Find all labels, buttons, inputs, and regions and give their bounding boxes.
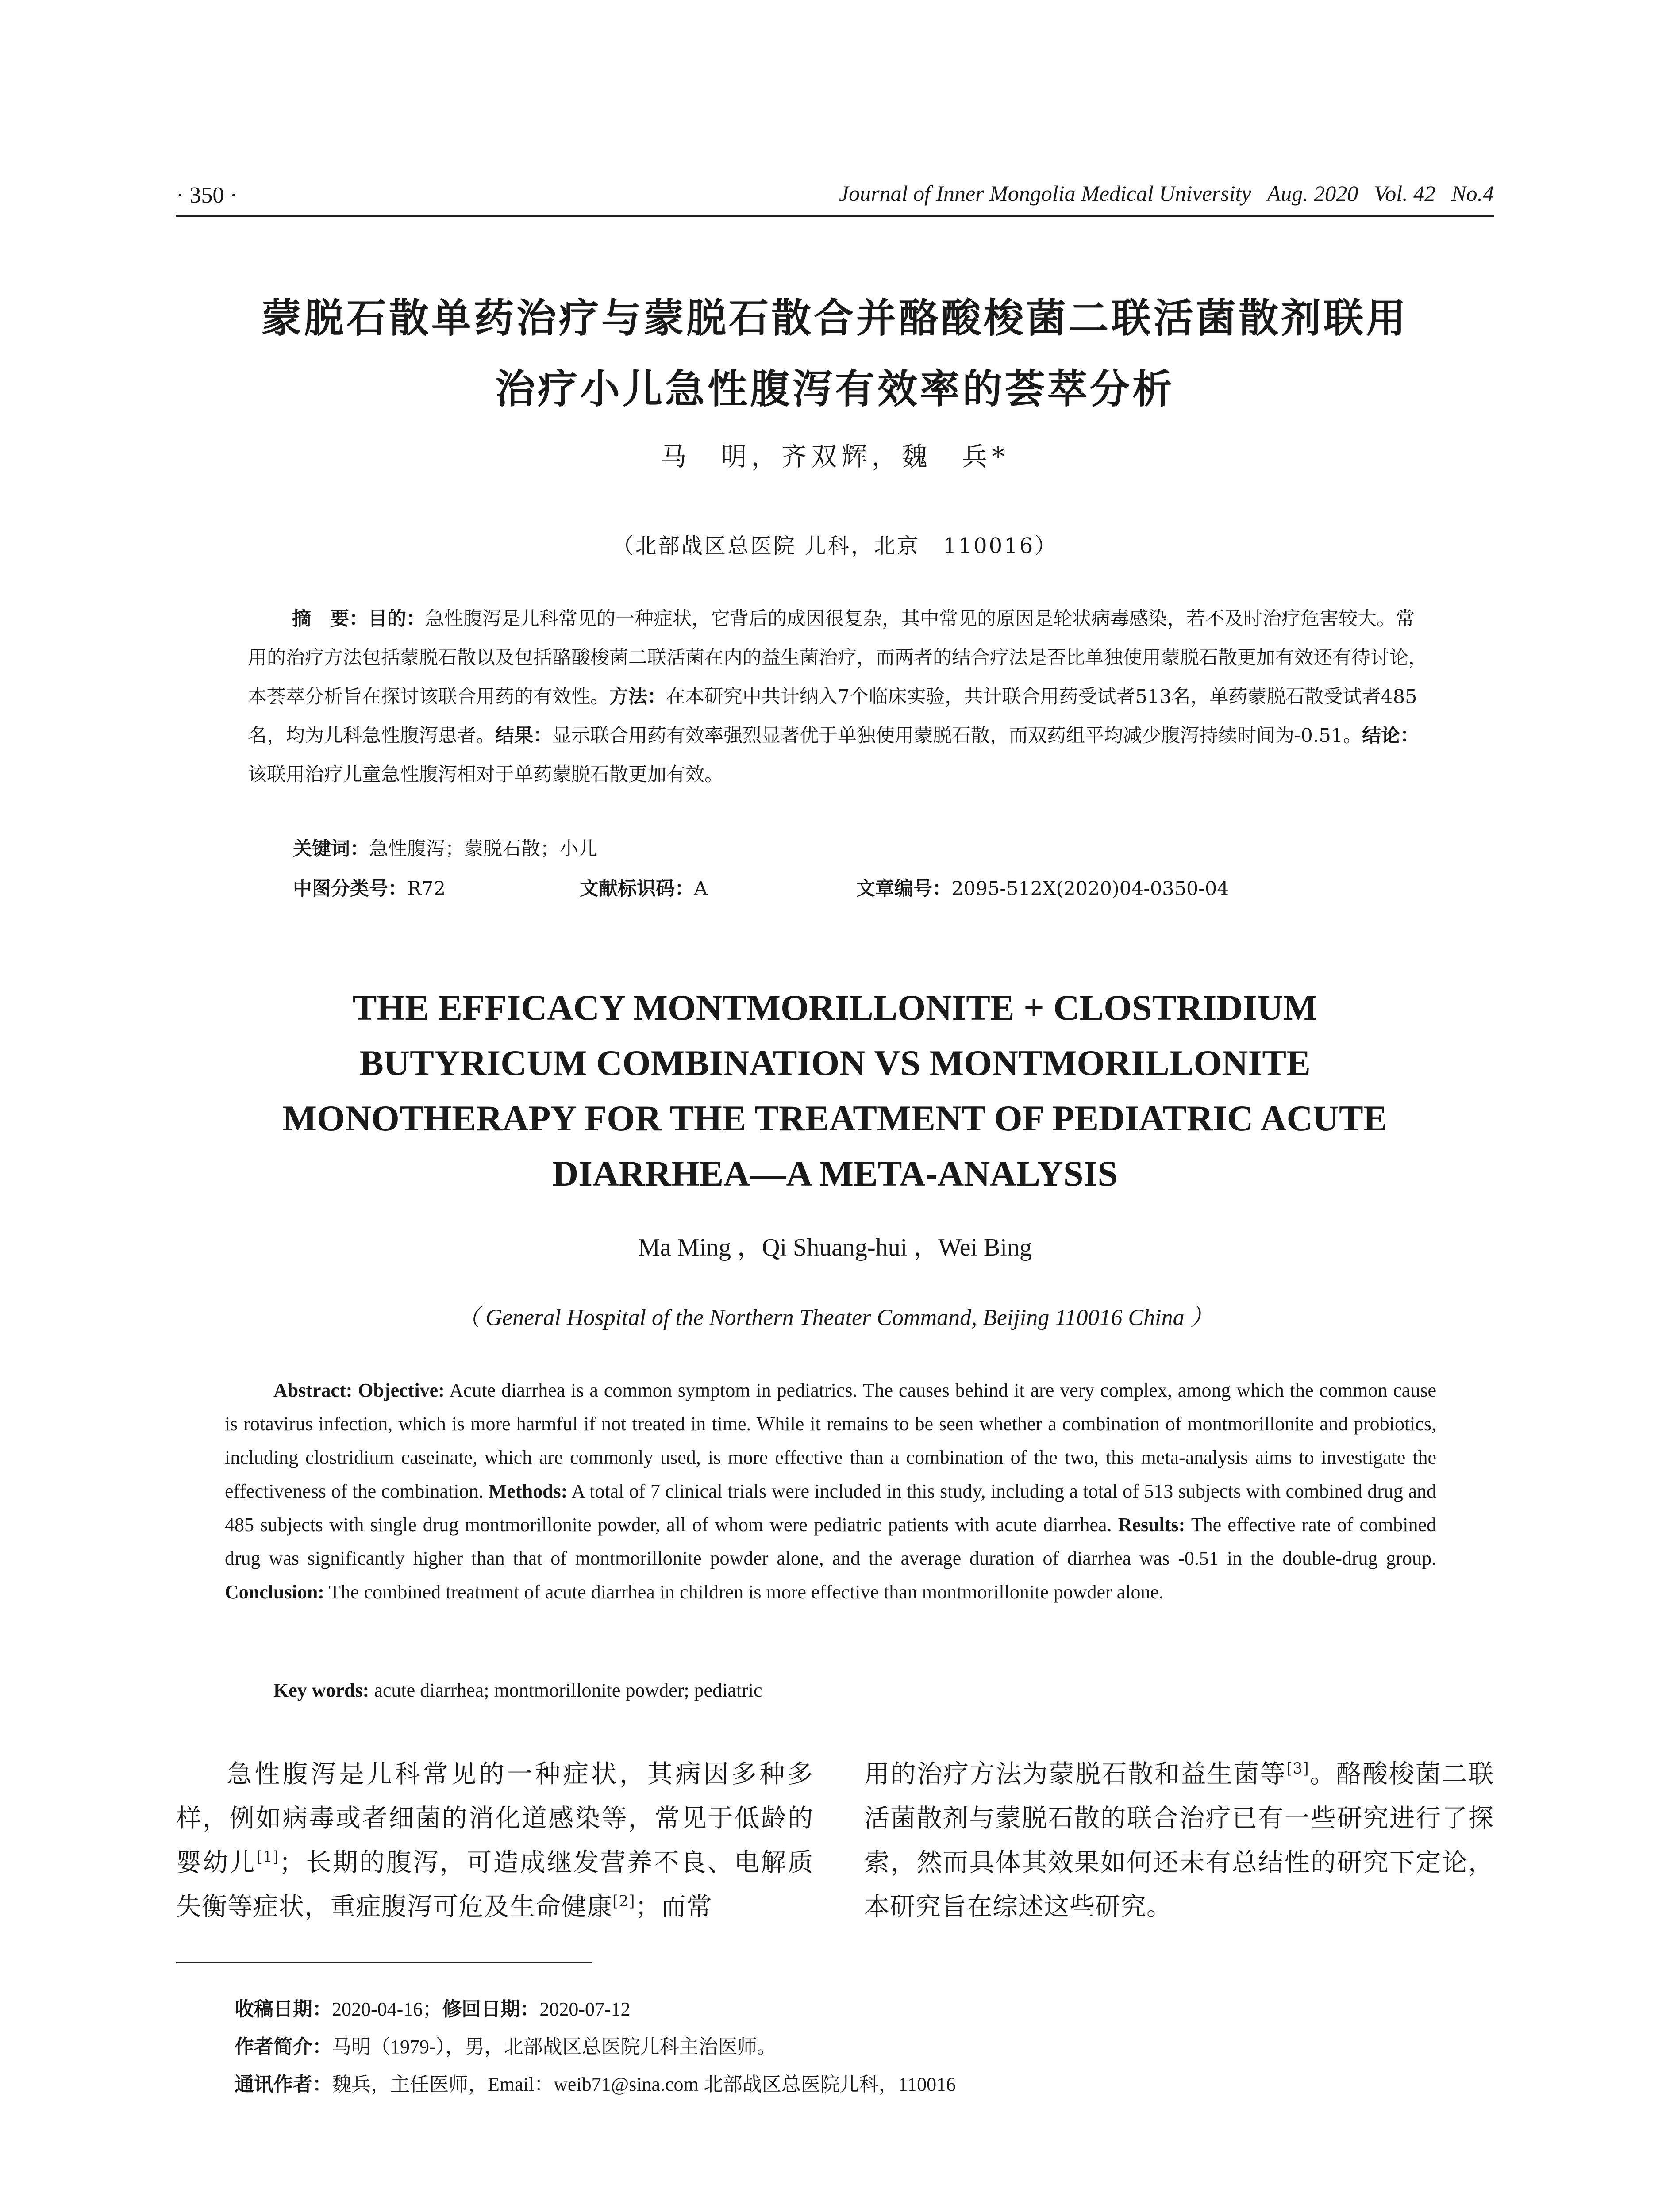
body-text: ；而常: [635, 1892, 712, 1921]
en-methods-text: A total of 7 clinical trials were included in this study, including a total of 513 subjects with combined drug and 485 subjects with single drug montmorillonite powder, all of whom were pediatric patients with acute diarrhea.: [225, 1480, 1436, 1536]
footnote-rule: [176, 1962, 592, 1963]
en-objective-label: Objective:: [358, 1379, 445, 1401]
revised-value: 2020-07-12: [539, 1998, 631, 2020]
cn-results-label: 结果：: [495, 725, 552, 747]
journal-header: [823, 180, 1494, 206]
issue-number: No.4: [1451, 181, 1494, 206]
cn-class-number: [293, 874, 446, 901]
cn-abstract: [248, 599, 1432, 794]
cn-methods-label: 方法：: [609, 686, 666, 708]
footnote-author: [235, 2031, 777, 2059]
en-title-line2: BUTYRICUM COMBINATION VS MONTMORILLONITE: [359, 1043, 1311, 1083]
cn-objective-label: 目的：: [368, 608, 425, 630]
cn-doc-code: [580, 874, 708, 901]
journal-name: Journal of Inner Mongolia Medical University: [839, 181, 1251, 206]
cn-article-label: 文章编号：: [856, 878, 951, 900]
cn-title-line1: 蒙脱石散单药治疗与蒙脱石散合并酪酸梭菌二联活菌散剂联用: [262, 295, 1408, 342]
cn-abstract-label: 摘 要：: [292, 608, 368, 630]
citation[interactable]: [3]: [1286, 1760, 1309, 1778]
cn-title-line2: 治疗小儿急性腹泻有效率的荟萃分析: [495, 366, 1175, 412]
citation[interactable]: [2]: [612, 1893, 635, 1910]
issue-date: Aug. 2020: [1267, 181, 1358, 206]
cn-keywords-label: 关键词：: [293, 838, 369, 860]
citation[interactable]: [1]: [256, 1848, 279, 1866]
author-bio-value: 马明（1979-），男，北部战区总医院儿科主治医师。: [332, 2036, 777, 2058]
received-value: 2020-04-16；: [332, 1998, 442, 2020]
en-conclusion-label: Conclusion:: [225, 1581, 324, 1603]
cn-methods-text: 在本研究中共计纳入7个临床实验，共计联合用药受试者513名，单药蒙脱石散受试者485名，均为儿科急性腹泻患者。: [248, 686, 1417, 747]
received-label: 收稿日期：: [235, 1998, 332, 2020]
cn-doc-label: 文献标识码：: [580, 878, 694, 900]
corresponding-value: 魏兵，主任医师，Email：weib71@sina.com 北部战区总医院儿科，110016: [332, 2074, 956, 2095]
revised-label: 修回日期：: [442, 1998, 540, 2020]
header-rule: [176, 215, 1494, 217]
en-affiliation: （ General Hospital of the Northern Theater Command, Beijing 110016 China ）: [457, 1305, 1213, 1330]
footnote-dates: [235, 1993, 631, 2021]
body-text: 用的治疗方法为蒙脱石散和益生菌等: [864, 1759, 1287, 1789]
cn-keywords-value: 急性腹泻；蒙脱石散；小儿: [369, 838, 597, 860]
en-title: [176, 980, 1494, 1201]
en-keywords-value: acute diarrhea; montmorillonite powder; pediatric: [374, 1679, 762, 1701]
en-title-line4: DIARRHEA—A META-ANALYSIS: [552, 1153, 1118, 1194]
cn-conclusion-text: 该联用治疗儿童急性腹泻相对于单药蒙脱石散更加有效。: [248, 764, 723, 786]
cn-affiliation: （北部战区总医院 儿科，北京 110016）: [612, 534, 1058, 558]
en-authors: Ma Ming ，Qi Shuang-hui ，Wei Bing: [638, 1234, 1032, 1261]
en-results-text: The effective rate of combined drug was significantly higher than that of montmorillonite powder alone, and the average duration of diarrhea was -0.51 in the double-drug group.: [225, 1514, 1437, 1569]
en-results-label: Results:: [1118, 1514, 1185, 1536]
body-text: 急性腹泻是儿科常见的一种症状，其病因多种多样，例如病毒或者细菌的消化道感染等，常见于低龄的婴幼儿: [176, 1759, 813, 1877]
body-column-right: [864, 1752, 1494, 1929]
page-number: · 350 ·: [176, 183, 238, 208]
cn-class-label: 中图分类号：: [293, 878, 407, 900]
cn-title: [176, 283, 1494, 425]
author-bio-label: 作者简介：: [235, 2035, 332, 2058]
cn-conclusion-label: 结论：: [1362, 725, 1420, 747]
cn-article-number: [856, 874, 1229, 901]
en-keywords-label: Key words:: [273, 1679, 369, 1701]
en-methods-label: Methods:: [488, 1480, 568, 1502]
en-title-line1: THE EFFICACY MONTMORILLONITE + CLOSTRIDIUM: [352, 987, 1318, 1028]
body-column-left: [176, 1752, 813, 1929]
volume: Vol. 42: [1374, 181, 1436, 206]
en-objective-text: Acute diarrhea is a common symptom in pediatrics. The causes behind it are very complex, among which the common cause is rotavirus infection, which is more harmful if not treated in time. While it remains to be seen whether a combination of montmorillonite and probiotics, including clostridium caseinate, which are commonly used, is more effective than a combination of the two, this meta-analysis aims to investigate the effectiveness of the combination.: [225, 1379, 1436, 1502]
en-conclusion-text: The combined treatment of acute diarrhea in children is more effective than montmorillonite powder alone.: [329, 1581, 1164, 1603]
corresponding-label: 通讯作者：: [235, 2073, 332, 2096]
cn-keywords: [293, 834, 597, 861]
en-abstract-label: Abstract:: [273, 1379, 353, 1401]
en-abstract: [225, 1374, 1436, 1609]
cn-results-text: 显示联合用药有效率强烈显著优于单独使用蒙脱石散，而双药组平均减少腹泻持续时间为-0.51。: [552, 725, 1362, 747]
en-title-line3: MONOTHERAPY FOR THE TREATMENT OF PEDIATRIC ACUTE: [282, 1098, 1388, 1138]
cn-doc-value: A: [694, 878, 708, 900]
cn-authors: 马 明，齐双辉，魏 兵*: [661, 442, 1009, 472]
en-keywords: [273, 1679, 762, 1701]
cn-article-value: 2095-512X(2020)04-0350-04: [951, 878, 1229, 900]
body-text: ；长期的腹泻，可造成继发营养不良、电解质失衡等症状，重症腹泻可危及生命健康: [176, 1848, 814, 1921]
cn-class-value: R72: [407, 878, 446, 900]
footnote-corresponding: [235, 2068, 956, 2097]
cn-objective-text: 急性腹泻是儿科常见的一种症状，它背后的成因很复杂，其中常见的原因是轮状病毒感染，若不及时治疗危害较大。常用的治疗方法包括蒙脱石散以及包括酪酸梭菌二联活菌在内的益生菌治疗，而两者的结合疗法是否比单独使用蒙脱石散更加有效还有待讨论，本荟萃分析旨在探讨该联合用药的有效性。: [248, 608, 1427, 708]
body-text: 。酪酸梭菌二联活菌散剂与蒙脱石散的联合治疗已有一些研究进行了探索，然而具体其效果如何还未有总结性的研究下定论，本研究旨在综述这些研究。: [864, 1759, 1494, 1921]
